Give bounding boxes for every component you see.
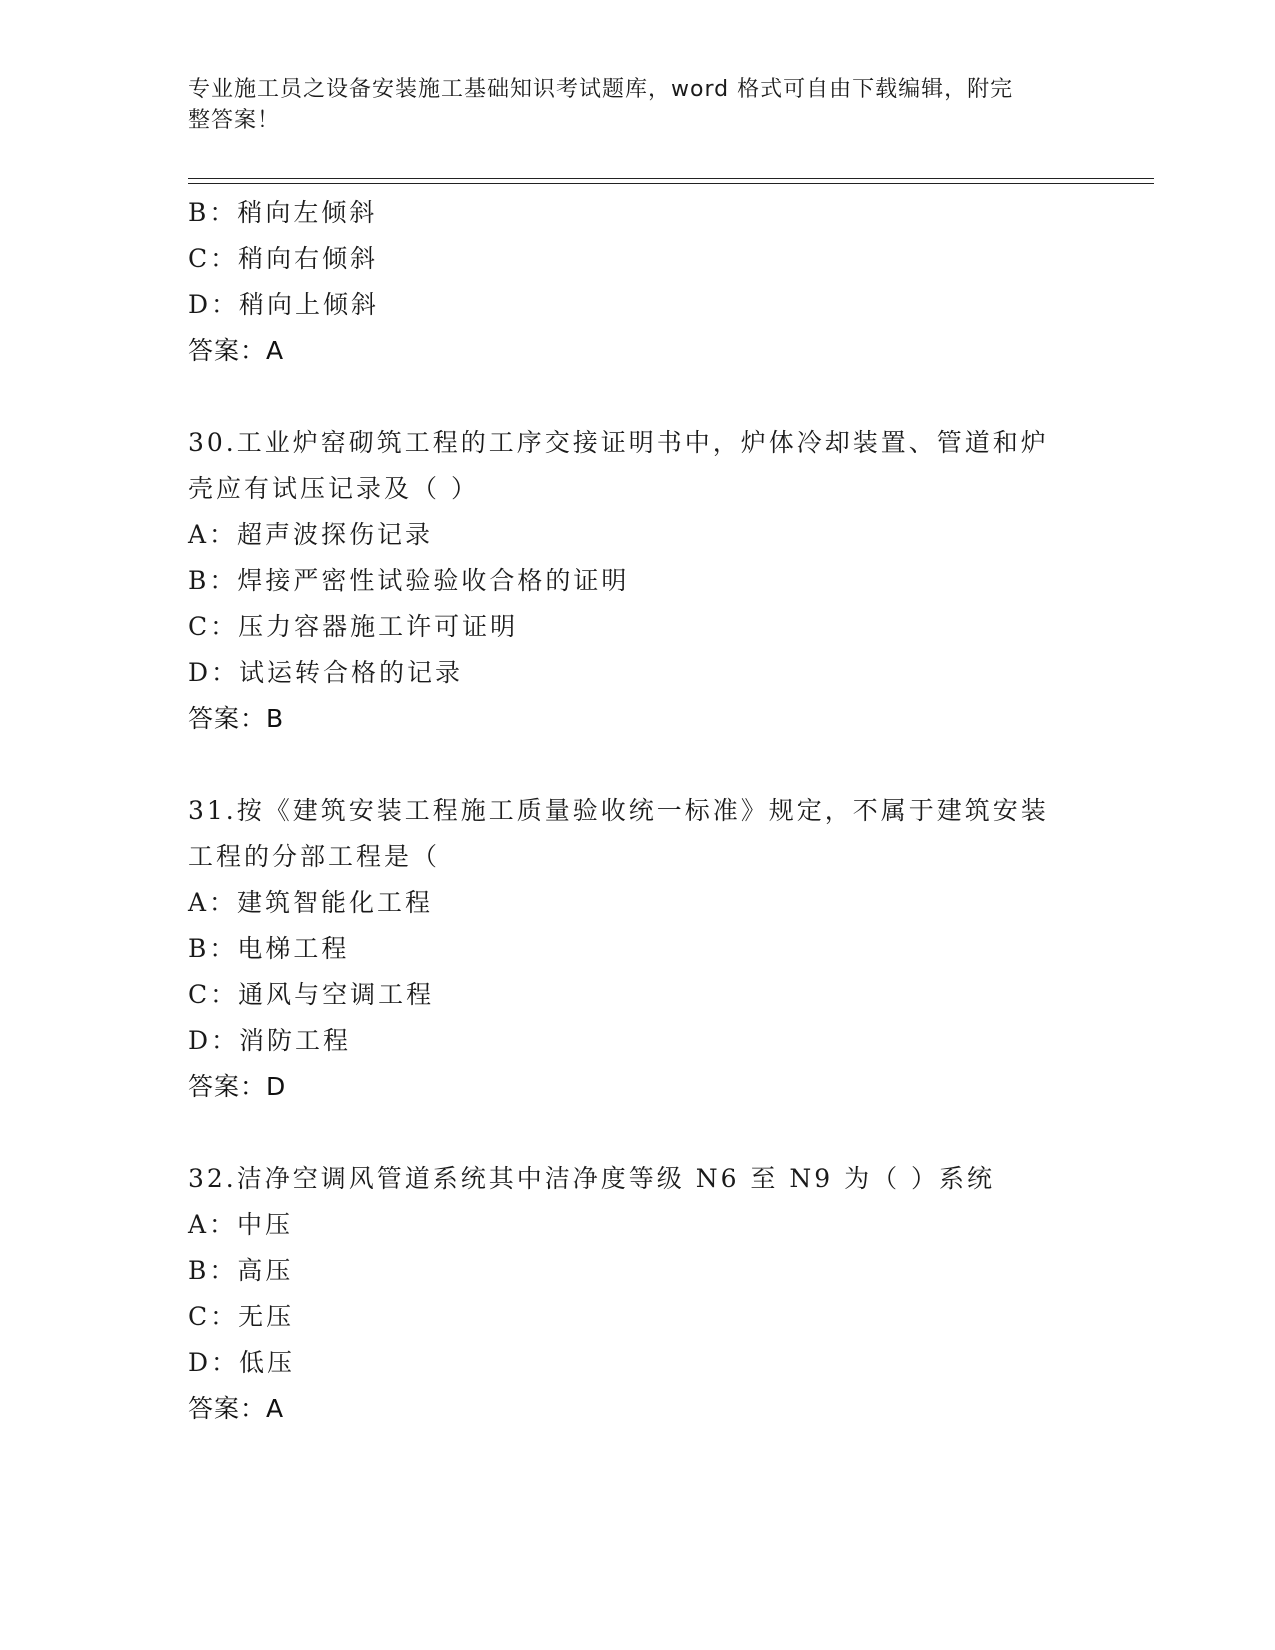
question-text-line-1: 31.按《建筑安装工程施工质量验收统一标准》规定，不属于建筑安装 bbox=[188, 796, 1049, 825]
question-text-line-1: 30.工业炉窑砌筑工程的工序交接证明书中，炉体冷却装置、管道和炉 bbox=[188, 428, 1049, 457]
document-header bbox=[188, 74, 1068, 136]
option-d: D：低压 bbox=[188, 1348, 296, 1377]
option-c: C：稍向右倾斜 bbox=[188, 244, 379, 273]
option-c: C：压力容器施工许可证明 bbox=[188, 612, 519, 641]
question-29-continued bbox=[188, 190, 1088, 374]
option-b: B：稍向左倾斜 bbox=[188, 198, 378, 227]
header-divider-top bbox=[188, 178, 1154, 179]
option-d: D：消防工程 bbox=[188, 1026, 352, 1055]
question-list bbox=[188, 190, 1088, 1432]
header-line-2: 整答案！ bbox=[188, 108, 281, 133]
option-a: A：中压 bbox=[188, 1210, 294, 1239]
header-divider-bottom bbox=[188, 183, 1154, 184]
option-a: A：建筑智能化工程 bbox=[188, 888, 434, 917]
option-d: D：稍向上倾斜 bbox=[188, 290, 380, 319]
question-30 bbox=[188, 420, 1088, 742]
question-text-line-1: 32.洁净空调风管道系统其中洁净度等级 N6 至 N9 为（ ）系统 bbox=[188, 1164, 996, 1193]
option-a: A：超声波探伤记录 bbox=[188, 520, 434, 549]
question-text-line-2: 工程的分部工程是（ bbox=[188, 842, 441, 871]
question-31 bbox=[188, 788, 1088, 1110]
option-b: B：高压 bbox=[188, 1256, 294, 1285]
question-text-line-2: 壳应有试压记录及（ ） bbox=[188, 474, 479, 503]
option-b: B：焊接严密性试验验收合格的证明 bbox=[188, 566, 630, 595]
option-c: C：无压 bbox=[188, 1302, 295, 1331]
option-b: B：电梯工程 bbox=[188, 934, 350, 963]
answer: 答案：B bbox=[188, 704, 285, 733]
answer: 答案：A bbox=[188, 336, 285, 365]
option-c: C：通风与空调工程 bbox=[188, 980, 435, 1009]
answer: 答案：D bbox=[188, 1072, 287, 1101]
question-32 bbox=[188, 1156, 1088, 1432]
header-line-1: 专业施工员之设备安装施工基础知识考试题库，word 格式可自由下载编辑，附完 bbox=[188, 77, 1014, 102]
option-d: D：试运转合格的记录 bbox=[188, 658, 464, 687]
answer: 答案：A bbox=[188, 1394, 285, 1423]
